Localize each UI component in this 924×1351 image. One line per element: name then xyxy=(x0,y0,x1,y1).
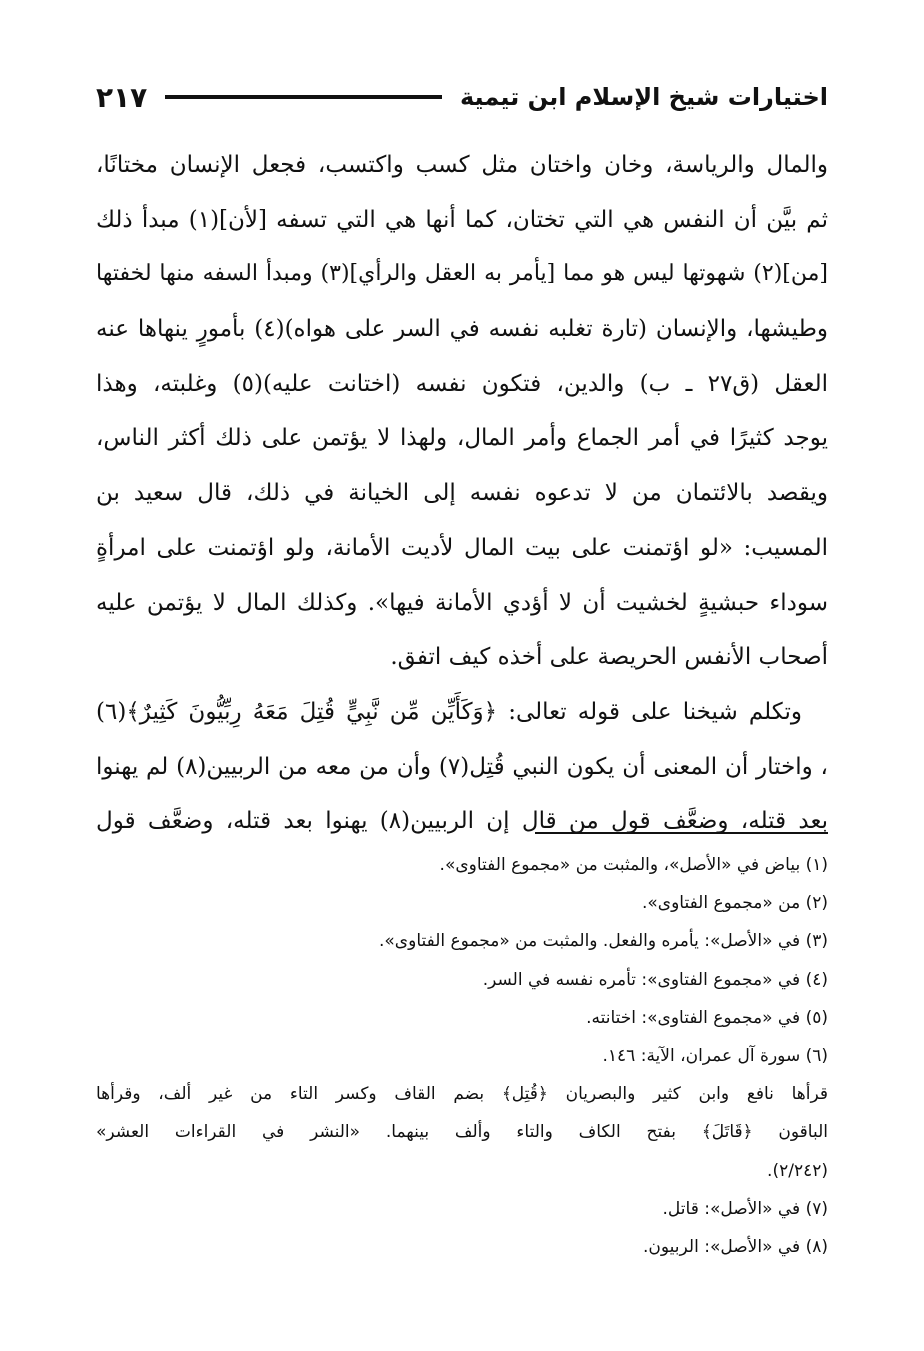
footnote-line: (٣) في «الأصل»: يأمره والفعل. والمثبت من «مجموع الفتاوى». xyxy=(379,931,828,952)
text-line: والمال والرياسة، وخان واختان مثل كسب واكتسب، فجعل الإنسان مختانًا، xyxy=(96,152,828,178)
footnote-line: (١) بياض في «الأصل»، والمثبت من «مجموع الفتاوى». xyxy=(439,855,828,875)
header-rule xyxy=(165,95,442,99)
footnote-line: (٤) في «مجموع الفتاوى»: تأمره نفسه في السر. xyxy=(482,969,828,990)
footnote-line: (٢/٢٤٢). xyxy=(767,1160,828,1181)
text-line: ، واختار أن المعنى أن يكون النبي قُتِل(٧) وأن من معه من الربيين(٨) لم يهنوا xyxy=(96,753,828,780)
footnote-line: (٨) في «الأصل»: الربيون. xyxy=(643,1236,828,1257)
text-line: بعد قتله، وضعَّف قول من قال إن الربيين(٨) يهنوا بعد قتله، وضعَّف قول xyxy=(96,808,828,835)
text-line: ويقصد بالائتمان من لا تدعوه نفسه إلى الخيانة في ذلك، قال سعيد بن xyxy=(96,480,828,507)
text-line: المسيب: «لو اؤتمنت على بيت المال لأديت الأمانة، ولو اؤتمنت على امرأةٍ xyxy=(96,534,828,561)
text-line: يوجد كثيرًا في أمر الجماع وأمر المال، ولهذا لا يؤتمن على ذلك أكثر الناس، xyxy=(96,425,828,452)
footnotes xyxy=(96,846,828,1266)
text-line: وتكلم شيخنا على قوله تعالى: ﴿وَكَأَيِّن مِّن نَّبِيٍّ قُتِلَ مَعَهُ رِبِّيُّونَ كَثِيرٌ﴾(٦) xyxy=(96,698,802,725)
text-line: سوداء حبشيةٍ لخشيت أن لا أؤدي الأمانة فيها». وكذلك المال لا يؤتمن عليه xyxy=(96,589,828,616)
footnote-line: (٥) في «مجموع الفتاوى»: اختانته. xyxy=(586,1007,828,1028)
page-number: ٢١٧ xyxy=(96,80,148,114)
main-text xyxy=(96,138,828,849)
footnote-line: (٧) في «الأصل»: قاتل. xyxy=(662,1198,828,1219)
footnote-line: الباقون ﴿قَاتَلَ﴾ بفتح الكاف والتاء وألف بينهما. «النشر في القراءات العشر» xyxy=(96,1122,828,1143)
footnote-line: (٦) سورة آل عمران، الآية: ١٤٦. xyxy=(602,1045,828,1066)
text-line: أصحاب الأنفس الحريصة على أخذه كيف اتفق. xyxy=(390,644,828,671)
text-line: ثم بيَّن أن النفس هي التي تختان، كما أنها هي التي تسفه [لأن](١) مبدأ ذلك xyxy=(96,206,828,233)
book-title: اختيارات شيخ الإسلام ابن تيمية xyxy=(459,83,828,111)
text-line: وطيشها، والإنسان (تارة تغلبه نفسه في السر على هواه)(٤) بأمورٍ ينهاها عنه xyxy=(96,316,828,343)
footnote-line: قرأها نافع وابن كثير والبصريان ﴿قُتِل﴾ بضم القاف وكسر التاء من غير ألف، وقرأها xyxy=(96,1084,828,1105)
running-header xyxy=(96,74,828,120)
text-line: [من](٢) شهوتها ليس هو مما [يأمر به العقل والرأي](٣) ومبدأ السفه منها لخفتها xyxy=(96,261,828,287)
text-line: العقل (ق٢٧ ـ ب) والدين، فتكون نفسه (اختانت عليه)(٥) وغلبته، وهذا xyxy=(96,370,828,397)
footnote-line: (٢) من «مجموع الفتاوى». xyxy=(641,893,828,914)
footnote-separator xyxy=(535,832,828,834)
